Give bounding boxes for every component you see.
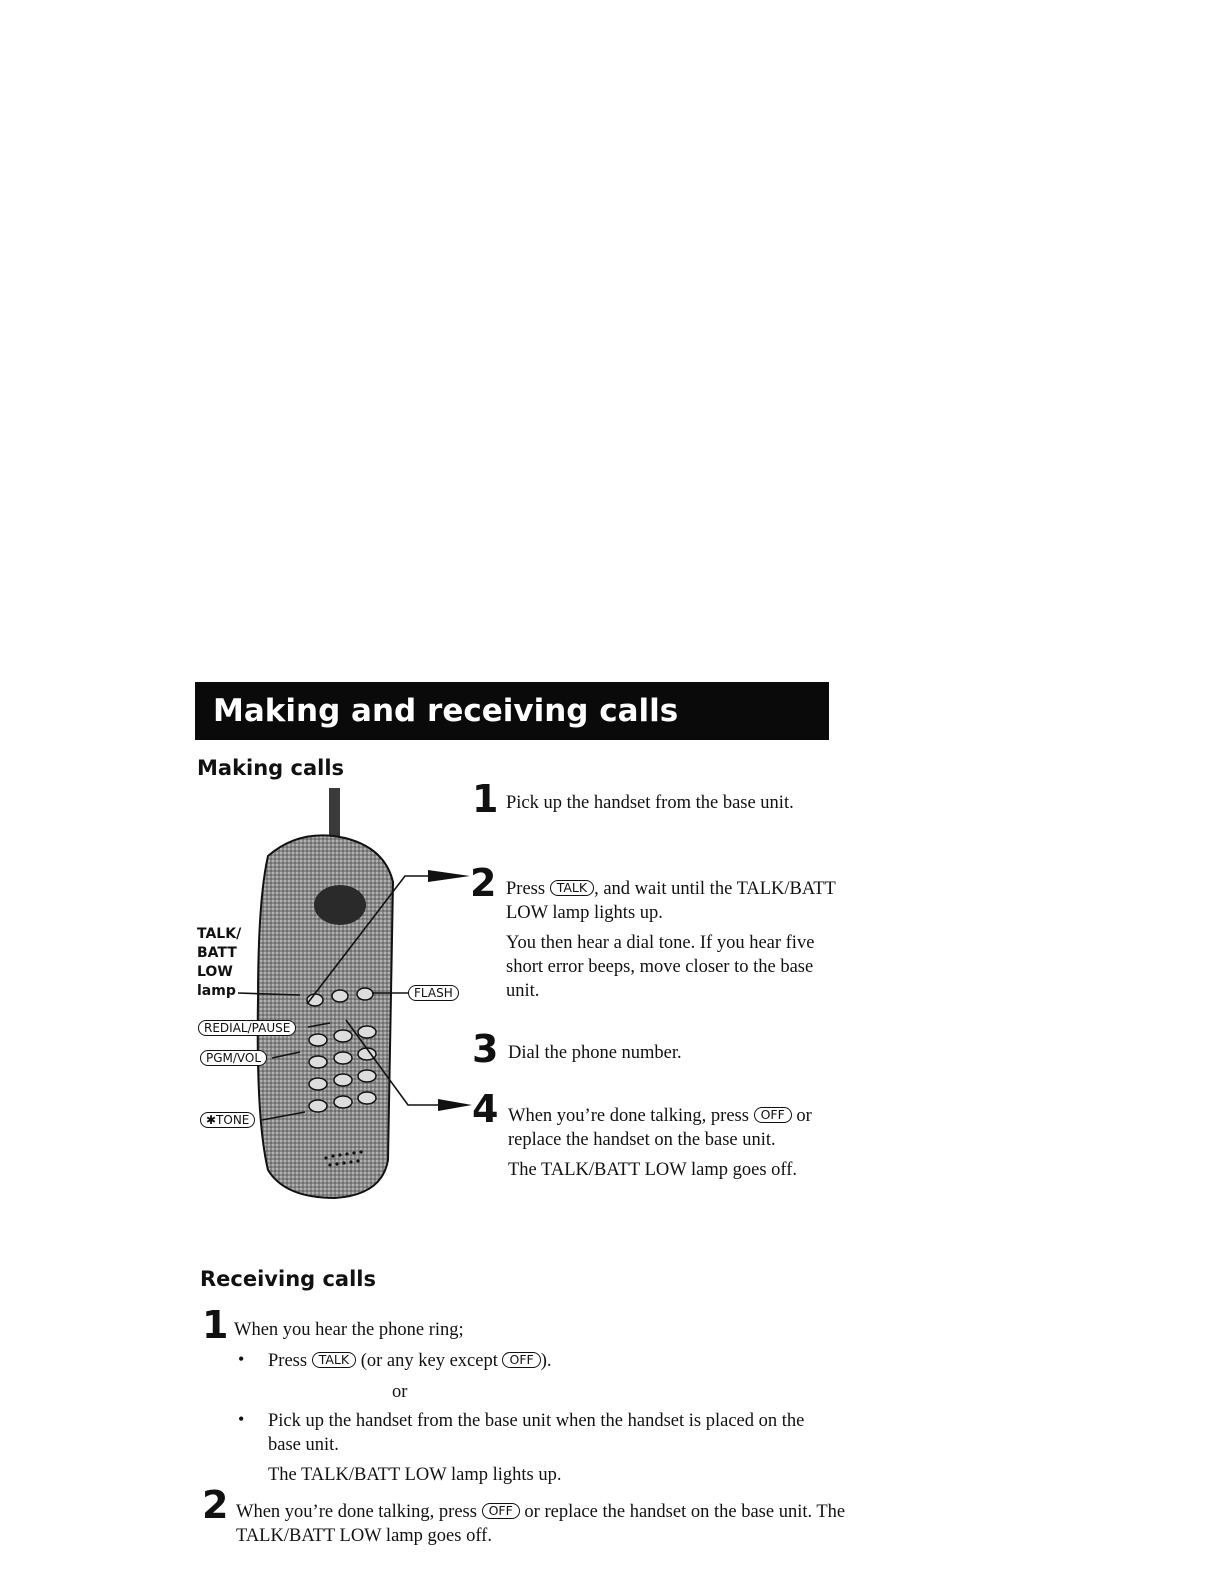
redial-pause-key-label: REDIAL/PAUSE	[198, 1020, 296, 1036]
making-step-4-number: 4	[472, 1087, 499, 1131]
receiving-step-2-number: 2	[202, 1483, 229, 1527]
off-key-receiving: OFF	[502, 1352, 540, 1368]
receiving-step-1-text: When you hear the phone ring;	[234, 1320, 464, 1340]
making-step-2-number: 2	[470, 861, 497, 905]
making-step-3-number: 3	[472, 1027, 499, 1071]
earpiece-shape	[314, 885, 366, 925]
bullet-1: •	[238, 1349, 245, 1369]
tone-key-label: ✱TONE	[200, 1112, 255, 1128]
making-step-2-note: You then hear a dial tone. If you hear five short error beeps, move closer to the base unit.	[506, 933, 815, 1001]
making-step-2-text: Press TALK , and wait until the TALK/BATT LOW lamp lights up. You then hear a dial tone. If you hear five short error beeps, move closer to the base unit.	[506, 879, 836, 1001]
off-key-step2: OFF	[482, 1503, 520, 1519]
making-calls-heading: Making calls	[197, 756, 345, 780]
making-step-4-text: When you’re done talking, press OFF or replace the handset on the base unit. The TALK/BATT LOW lamp goes off.	[508, 1104, 833, 1182]
talk-key: TALK	[550, 880, 594, 896]
or-separator: or	[392, 1382, 408, 1402]
off-key: OFF	[754, 1107, 792, 1123]
receiving-step-1-number: 1	[202, 1303, 229, 1347]
making-step-1-text: Pick up the handset from the base unit.	[506, 793, 794, 813]
receiving-step-2-text: When you’re done talking, press OFF or replace the handset on the base unit. The TALK/BATT LOW lamp goes off.	[236, 1502, 846, 1546]
receiving-step-1-note: The TALK/BATT LOW lamp lights up.	[268, 1465, 562, 1485]
receiving-bullet-1-text: Press TALK (or any key except OFF ).	[268, 1351, 552, 1371]
talk-key-receiving: TALK	[312, 1352, 356, 1368]
talk-batt-low-lamp-label: TALK/ BATT LOW lamp	[197, 926, 242, 999]
section-title-banner: Making and receiving calls	[195, 682, 829, 740]
making-step-3-text: Dial the phone number.	[508, 1043, 682, 1063]
receiving-calls-heading: Receiving calls	[200, 1267, 376, 1291]
pgm-vol-key-label: PGM/VOL	[200, 1050, 267, 1066]
flash-key-label: FLASH	[408, 985, 459, 1001]
making-step-1-number: 1	[472, 777, 499, 821]
making-step-4-note: The TALK/BATT LOW lamp goes off.	[508, 1160, 797, 1180]
bullet-2: •	[238, 1409, 245, 1429]
receiving-bullet-2-text: Pick up the handset from the base unit when the handset is placed on the base unit. The TALK/BATT LOW lamp lights up.	[268, 1409, 808, 1487]
